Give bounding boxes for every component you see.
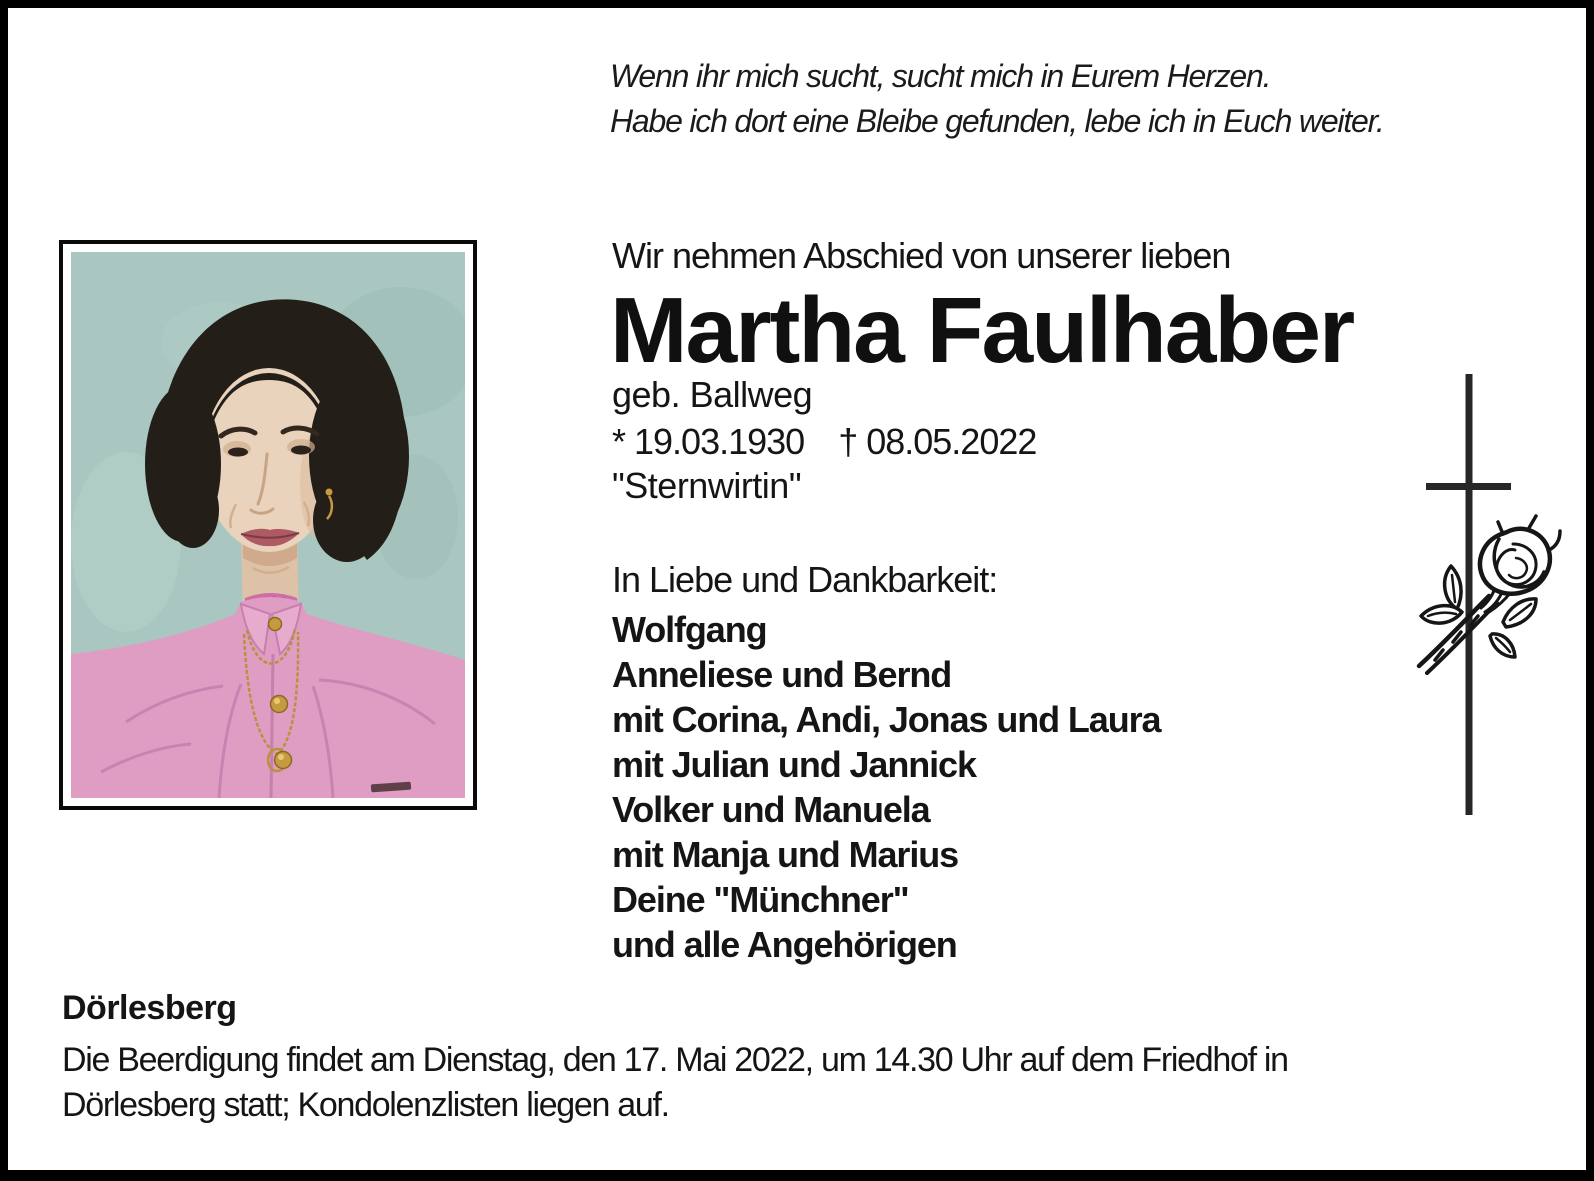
funeral-info-line-2: Dörlesberg statt; Kondolenzlisten liegen auf. — [62, 1086, 669, 1124]
death-date: † 08.05.2022 — [838, 421, 1037, 462]
maiden-name: geb. Ballweg — [612, 374, 813, 415]
funeral-info-line-1: Die Beerdigung findet am Dienstag, den 17. Mai 2022, um 14.30 Uhr auf dem Friedhof in — [62, 1041, 1288, 1079]
cross-and-rose-decoration — [1399, 364, 1571, 826]
quote-line-2: Habe ich dort eine Bleibe gefunden, lebe ich in Euch weiter. — [610, 103, 1384, 139]
mourner-line: mit Manja und Marius — [612, 834, 959, 875]
mourner-line: Anneliese und Bernd — [612, 654, 952, 695]
mourners-intro: In Liebe und Dankbarkeit: — [612, 559, 998, 600]
rose-icon — [1419, 516, 1560, 673]
announcement-intro: Wir nehmen Abschied von unserer lieben — [612, 235, 1231, 276]
mourner-line: Deine "Münchner" — [612, 879, 909, 920]
nickname: "Sternwirtin" — [612, 465, 802, 506]
quote-line-1: Wenn ihr mich sucht, sucht mich in Eurem Herzen. — [610, 58, 1271, 94]
mourner-line: Wolfgang — [612, 609, 767, 650]
deceased-name: Martha Faulhaber — [610, 278, 1354, 382]
mourners-list — [612, 607, 1160, 967]
life-dates — [612, 421, 1036, 463]
portrait-illustration — [71, 252, 465, 798]
portrait-photo — [59, 240, 477, 810]
mourner-line: mit Corina, Andi, Jonas und Laura — [612, 699, 1161, 740]
mourner-line: Volker und Manuela — [612, 789, 930, 830]
birth-date: * 19.03.1930 — [612, 421, 805, 462]
location-label: Dörlesberg — [62, 989, 237, 1027]
memorial-quote — [610, 54, 1384, 144]
mourner-line: und alle Angehörigen — [612, 924, 957, 965]
cross-icon — [1426, 374, 1511, 815]
mourner-line: mit Julian und Jannick — [612, 744, 976, 785]
